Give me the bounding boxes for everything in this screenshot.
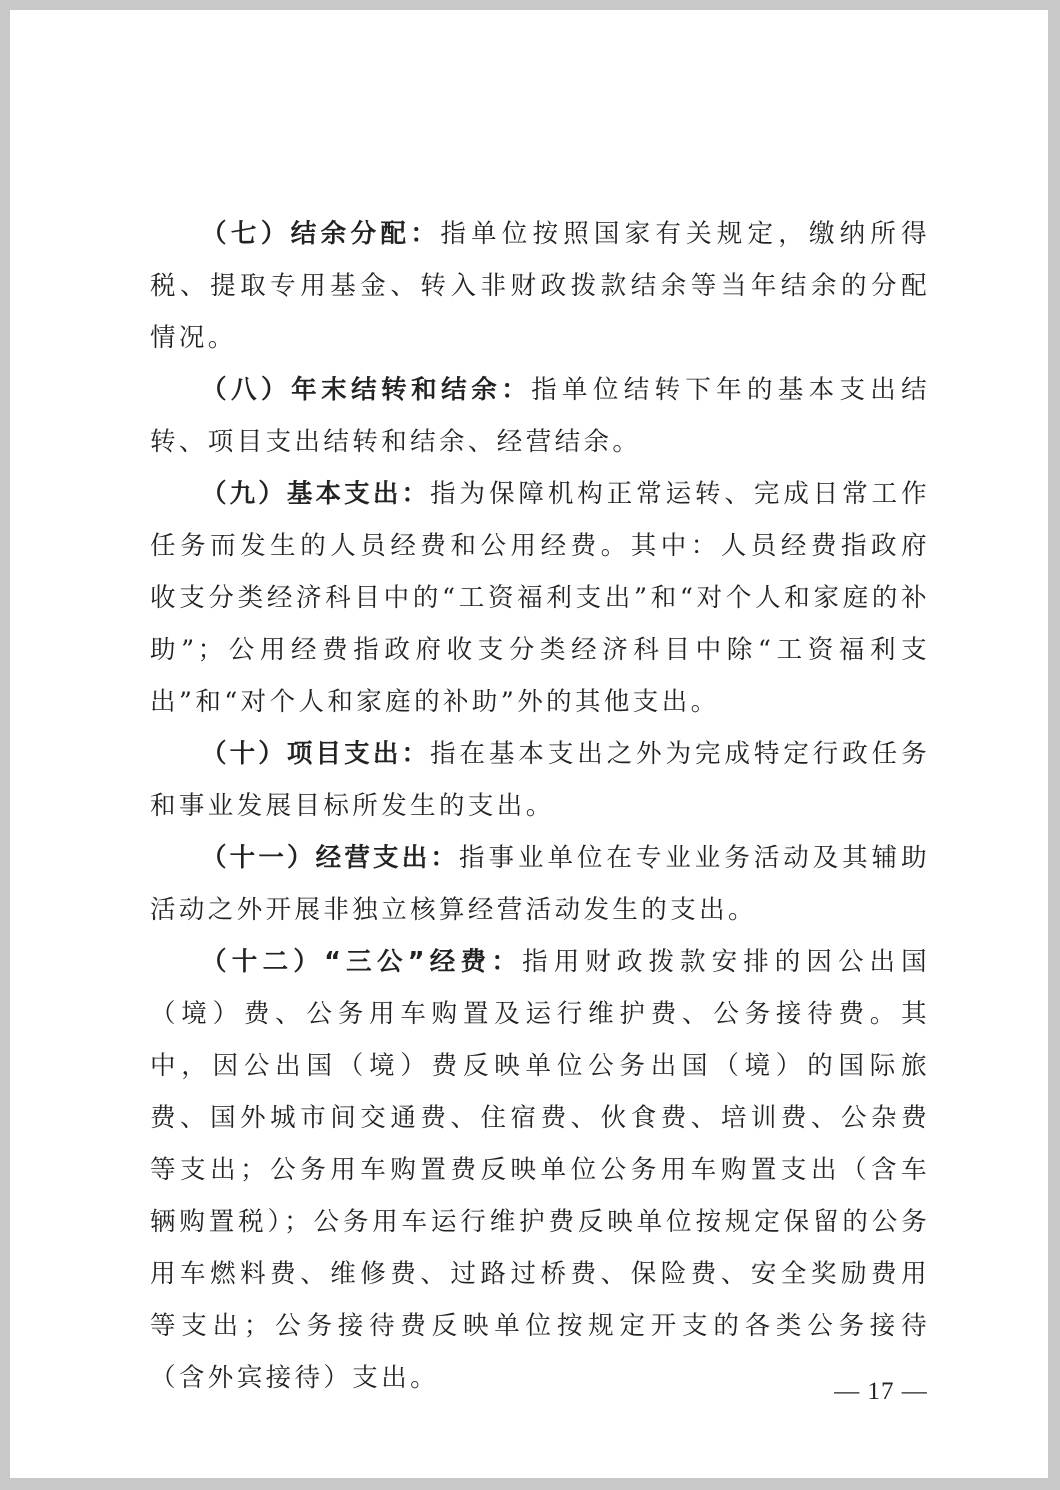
term-heading: （十）项目支出：: [201, 739, 431, 769]
paragraph-basic-expenditure: [150, 468, 930, 728]
term-definition: 指事业单位在专业业务活动及其辅助活动之外开展非独立核算经营活动发生的支出。: [150, 843, 931, 925]
paragraph-three-public-expenses: [150, 936, 930, 1404]
term-heading: （七）结余分配：: [201, 219, 441, 249]
paragraph-year-end-carryover: [150, 364, 930, 468]
term-definition: 指单位按照国家有关规定，缴纳所得税、提取专用基金、转入非财政拨款结余等当年结余的分配情况。: [150, 219, 930, 353]
document-body: [150, 208, 930, 1404]
document-page: [10, 10, 1048, 1478]
term-definition: 指单位结转下年的基本支出结转、项目支出结转和结余、经营结余。: [150, 375, 930, 457]
term-definition: 指用财政拨款安排的因公出国（境）费、公务用车购置及运行维护费、公务接待费。其中，因公出国（境）费反映单位公务出国（境）的国际旅费、国外城市间交通费、住宿费、伙食费、培训费、公杂费等支出；公务用车购置费反映单位公务用车购置支出（含车辆购置税）；公务用车运行维护费反映单位按规定保留的公务用车燃料费、维修费、过路过桥费、保险费、安全奖励费用等支出；公务接待费反映单位按规定开支的各类公务接待（含外宾接待）支出。: [150, 947, 931, 1393]
page-number: — 17 —: [834, 1378, 928, 1405]
term-heading: （十一）经营支出：: [201, 843, 460, 873]
paragraph-project-expenditure: [150, 728, 930, 832]
paragraph-surplus-distribution: [150, 208, 930, 364]
term-definition: 指为保障机构正常运转、完成日常工作任务而发生的人员经费和公用经费。其中：人员经费指政府收支分类经济科目中的“工资福利支出”和“对个人和家庭的补助”；公用经费指政府收支分类经济科目中除“工资福利支出”和“对个人和家庭的补助”外的其他支出。: [150, 479, 930, 717]
term-heading: （九）基本支出：: [201, 479, 431, 509]
term-heading: （十二）“三公”经费：: [201, 947, 523, 977]
paragraph-operating-expenditure: [150, 832, 930, 936]
term-definition: 指在基本支出之外为完成特定行政任务和事业发展目标所发生的支出。: [150, 739, 930, 821]
term-heading: （八）年末结转和结余：: [201, 375, 532, 405]
